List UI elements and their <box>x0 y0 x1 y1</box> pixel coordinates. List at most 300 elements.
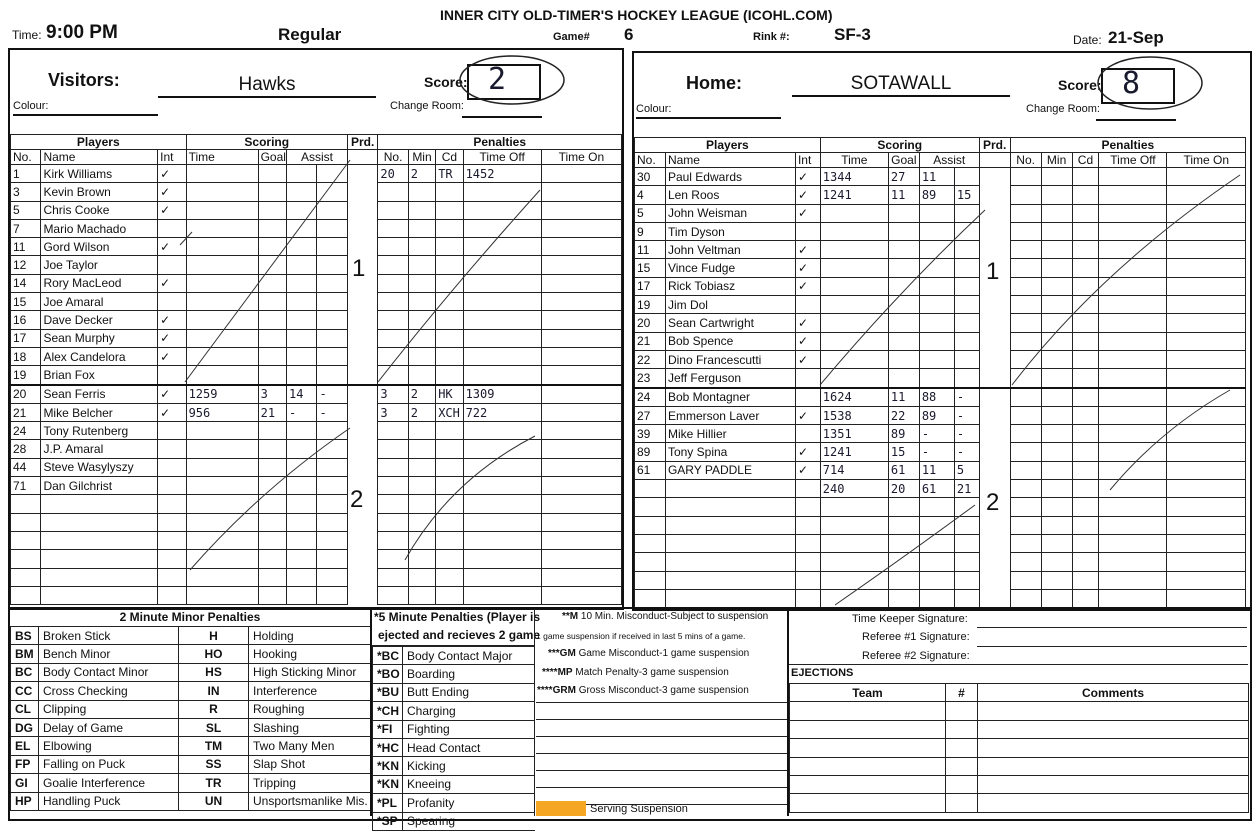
penalty-cd <box>436 366 463 385</box>
penalty-min <box>1041 461 1072 479</box>
penalty-no <box>1010 406 1041 424</box>
penalty-min: 2 <box>408 403 435 421</box>
player-number <box>635 480 666 498</box>
player-int-check: ✓ <box>795 277 820 295</box>
player-row <box>635 369 1246 388</box>
ejection-cell[interactable] <box>946 702 978 720</box>
period-cell <box>347 238 377 256</box>
period-cell <box>347 422 377 440</box>
ejection-row[interactable] <box>790 720 1249 738</box>
ejection-cell[interactable] <box>946 757 978 775</box>
time-label: Time: <box>12 28 42 42</box>
player-int-check: ✓ <box>158 311 186 329</box>
player-int-check: ✓ <box>158 403 186 421</box>
penalty-time-on <box>541 568 621 586</box>
player-number: 27 <box>635 406 666 424</box>
score-assist1: 61 <box>919 480 954 498</box>
ejection-row[interactable] <box>790 794 1249 812</box>
time-keeper-signature-label: Time Keeper Signature: <box>852 613 968 625</box>
period-cell <box>979 516 1010 534</box>
ejection-cell[interactable] <box>790 702 946 720</box>
penalty-cd <box>1072 350 1099 368</box>
score-time <box>186 274 258 292</box>
penalty-time-off <box>463 422 541 440</box>
ejection-cell[interactable] <box>978 739 1249 757</box>
score-goal <box>258 531 286 549</box>
score-assist1 <box>287 458 317 476</box>
penalty-no <box>378 568 408 586</box>
score-assist1 <box>287 366 317 385</box>
penalty-min <box>408 311 435 329</box>
score-assist1 <box>919 516 954 534</box>
major-penalties-table <box>372 646 535 831</box>
penalty-name: Profanity <box>403 794 535 812</box>
player-row <box>11 311 622 329</box>
score-time <box>820 296 888 314</box>
player-number <box>11 495 41 513</box>
penalty-min <box>1041 222 1072 240</box>
score-assist2: 21 <box>954 480 979 498</box>
ejections-number-header: # <box>946 684 978 702</box>
period-cell <box>347 311 377 329</box>
score-time: 1241 <box>820 443 888 461</box>
period-cell <box>979 534 1010 552</box>
player-number <box>11 513 41 531</box>
misconduct-line <box>536 719 787 720</box>
ejection-cell[interactable] <box>946 794 978 812</box>
score-assist2 <box>317 477 347 495</box>
penalty-cd <box>436 440 463 458</box>
penalty-time-on <box>541 201 621 219</box>
player-int-check: ✓ <box>158 201 186 219</box>
score-assist1: 11 <box>919 461 954 479</box>
misconduct-m-text: 10 Min. Misconduct-Subject to suspension <box>580 611 769 622</box>
ejection-cell[interactable] <box>946 739 978 757</box>
ejection-cell[interactable] <box>790 739 946 757</box>
score-assist1: 14 <box>287 385 317 404</box>
player-name: Sean Murphy <box>41 329 158 347</box>
score-goal <box>888 277 919 295</box>
ejection-row[interactable] <box>790 775 1249 793</box>
legend-row <box>373 702 535 720</box>
player-int-check <box>158 586 186 604</box>
major-penalties-title-2: ejected and recieves 2 game <box>378 628 541 642</box>
penalty-name: Spearing <box>403 812 535 830</box>
period-cell <box>979 314 1010 332</box>
score-time <box>186 329 258 347</box>
score-time <box>186 366 258 385</box>
player-int-check <box>795 516 820 534</box>
score-assist1 <box>919 589 954 607</box>
penalty-time-on <box>541 586 621 604</box>
ejection-row[interactable] <box>790 739 1249 757</box>
player-name: J.P. Amaral <box>41 440 158 458</box>
home-colour-line <box>636 117 781 119</box>
score-assist1 <box>287 440 317 458</box>
penalty-no <box>1010 516 1041 534</box>
penalty-time-on <box>541 165 621 183</box>
penalty-min <box>408 422 435 440</box>
ejection-cell[interactable] <box>978 720 1249 738</box>
player-int-check: ✓ <box>158 238 186 256</box>
penalty-time-on <box>1167 241 1246 259</box>
player-number: 44 <box>11 458 41 476</box>
score-assist2 <box>317 165 347 183</box>
score-assist2 <box>317 274 347 292</box>
score-goal <box>888 498 919 516</box>
player-number: 30 <box>635 168 666 186</box>
penalty-min <box>1041 516 1072 534</box>
score-time <box>820 259 888 277</box>
period-cell <box>979 241 1010 259</box>
period-cell <box>979 388 1010 407</box>
penalty-time-on <box>1167 461 1246 479</box>
penalty-code: FP <box>11 755 39 773</box>
ejection-cell[interactable] <box>946 775 978 793</box>
penalty-code: SS <box>179 755 249 773</box>
legend-row <box>373 775 535 793</box>
misconduct-line <box>536 787 787 788</box>
penalty-time-on <box>1167 222 1246 240</box>
penalty-code: *PL <box>373 794 403 812</box>
ejection-cell[interactable] <box>978 757 1249 775</box>
signature-line-1[interactable] <box>977 627 1247 628</box>
ejection-cell[interactable] <box>790 794 946 812</box>
penalty-no: 20 <box>378 165 408 183</box>
penalty-time-on <box>541 403 621 421</box>
player-name: Kevin Brown <box>41 183 158 201</box>
visitors-period-1: 1 <box>352 255 366 282</box>
int-header: Int <box>158 150 186 165</box>
player-int-check: ✓ <box>795 406 820 424</box>
score-time <box>820 571 888 589</box>
player-name: Jeff Ferguson <box>665 369 795 388</box>
ejection-row[interactable] <box>790 702 1249 720</box>
score-time: 956 <box>186 403 258 421</box>
penalty-cd <box>1072 461 1099 479</box>
player-int-check <box>795 589 820 607</box>
penalty-time-on <box>541 513 621 531</box>
player-row <box>635 314 1246 332</box>
score-goal <box>258 311 286 329</box>
assist-header: Assist <box>919 153 979 168</box>
penalty-name: Bench Minor <box>39 645 179 663</box>
player-row <box>635 553 1246 571</box>
player-row <box>635 498 1246 516</box>
penalty-no <box>1010 204 1041 222</box>
player-number: 18 <box>11 347 41 365</box>
player-name: Steve Wasylyszy <box>41 458 158 476</box>
penalty-no <box>1010 553 1041 571</box>
ejection-cell[interactable] <box>978 775 1249 793</box>
player-number: 15 <box>11 293 41 311</box>
score-time: 1241 <box>820 186 888 204</box>
player-row <box>11 550 622 568</box>
penalty-min <box>408 477 435 495</box>
player-name: Brian Fox <box>41 366 158 385</box>
ejection-cell[interactable] <box>790 757 946 775</box>
penalty-time-off <box>463 550 541 568</box>
player-row <box>11 201 622 219</box>
score-assist1 <box>919 498 954 516</box>
player-name: Rick Tobiasz <box>665 277 795 295</box>
penalty-time-on <box>541 531 621 549</box>
penalty-cd <box>436 422 463 440</box>
no-header: No. <box>11 150 41 165</box>
penalty-no <box>378 477 408 495</box>
penalty-name: Tripping <box>249 774 371 792</box>
penalty-cd <box>1072 314 1099 332</box>
legend-row <box>11 718 371 736</box>
penalty-min <box>408 293 435 311</box>
player-number <box>11 568 41 586</box>
player-int-check <box>795 571 820 589</box>
score-assist2: - <box>954 388 979 407</box>
player-name: Sean Cartwright <box>665 314 795 332</box>
player-int-check: ✓ <box>158 274 186 292</box>
penalty-no <box>378 311 408 329</box>
penalty-no <box>1010 241 1041 259</box>
penalty-no <box>1010 498 1041 516</box>
pen-cd-header: Cd <box>436 150 463 165</box>
penalty-cd <box>436 274 463 292</box>
penalty-time-on <box>1167 553 1246 571</box>
player-row <box>11 385 622 404</box>
penalty-time-off: 1309 <box>463 385 541 404</box>
player-row <box>635 332 1246 350</box>
league-title: INNER CITY OLD-TIMER'S HOCKEY LEAGUE (ICOHL.COM) <box>440 7 833 23</box>
player-int-check <box>158 477 186 495</box>
referee2-signature-label: Referee #2 Signature: <box>862 650 970 662</box>
score-time <box>186 477 258 495</box>
penalty-time-off <box>463 568 541 586</box>
penalty-time-off <box>463 256 541 274</box>
penalty-time-off <box>1099 516 1167 534</box>
player-number: 7 <box>11 219 41 237</box>
penalty-no <box>378 458 408 476</box>
penalty-cd <box>1072 443 1099 461</box>
misconduct-line <box>536 702 787 703</box>
period-cell <box>979 443 1010 461</box>
penalty-code: CL <box>11 700 39 718</box>
penalty-name: Cross Checking <box>39 682 179 700</box>
score-goal <box>258 201 286 219</box>
player-row <box>11 274 622 292</box>
player-int-check <box>795 553 820 571</box>
ejection-cell[interactable] <box>978 794 1249 812</box>
player-name: Kirk Williams <box>41 165 158 183</box>
penalty-code: SL <box>179 718 249 736</box>
penalty-time-on <box>541 219 621 237</box>
period-cell <box>979 168 1010 186</box>
penalty-no <box>1010 589 1041 607</box>
player-int-check: ✓ <box>795 332 820 350</box>
penalty-name: Unsportsmanlike Mis. <box>249 792 371 810</box>
rink-label: Rink #: <box>753 31 790 43</box>
penalty-time-on <box>541 238 621 256</box>
player-row <box>11 568 622 586</box>
penalty-time-off <box>1099 571 1167 589</box>
penalty-time-off <box>1099 498 1167 516</box>
ejection-cell[interactable] <box>790 720 946 738</box>
ejection-cell[interactable] <box>790 775 946 793</box>
visitors-game-table <box>10 134 622 605</box>
player-row <box>635 388 1246 407</box>
score-time <box>820 534 888 552</box>
prd-header: Prd. <box>979 138 1010 153</box>
penalty-code: H <box>179 627 249 645</box>
player-row <box>11 238 622 256</box>
score-assist2 <box>317 568 347 586</box>
player-int-check: ✓ <box>795 461 820 479</box>
score-time <box>820 204 888 222</box>
penalty-name: Delay of Game <box>39 718 179 736</box>
signature-line-3[interactable] <box>789 664 1248 665</box>
name-header: Name <box>41 150 158 165</box>
score-assist1 <box>287 329 317 347</box>
misconduct-gm-text: Game Misconduct-1 game suspension <box>578 648 750 659</box>
score-time <box>820 553 888 571</box>
player-number: 89 <box>635 443 666 461</box>
player-name: Tim Dyson <box>665 222 795 240</box>
player-name: Joe Taylor <box>41 256 158 274</box>
player-int-check <box>795 534 820 552</box>
player-number: 39 <box>635 425 666 443</box>
penalty-min <box>1041 589 1072 607</box>
player-int-check <box>158 513 186 531</box>
score-goal <box>258 329 286 347</box>
penalty-cd <box>1072 168 1099 186</box>
penalty-no <box>378 201 408 219</box>
score-assist1 <box>919 314 954 332</box>
score-assist1 <box>919 277 954 295</box>
player-int-check <box>158 440 186 458</box>
int-header: Int <box>795 153 820 168</box>
goal-header: Goal <box>258 150 286 165</box>
penalty-no <box>1010 350 1041 368</box>
player-number: 28 <box>11 440 41 458</box>
score-assist1 <box>287 165 317 183</box>
score-assist2 <box>317 329 347 347</box>
score-assist2: 5 <box>954 461 979 479</box>
penalty-cd <box>1072 480 1099 498</box>
player-int-check <box>158 256 186 274</box>
player-name: GARY PADDLE <box>665 461 795 479</box>
player-row <box>11 531 622 549</box>
player-name <box>665 589 795 607</box>
penalty-cd <box>1072 277 1099 295</box>
score-assist1 <box>287 422 317 440</box>
penalty-time-on <box>541 274 621 292</box>
score-assist2 <box>954 296 979 314</box>
score-assist1: - <box>919 425 954 443</box>
player-int-check <box>158 531 186 549</box>
score-assist1 <box>919 241 954 259</box>
score-time <box>186 183 258 201</box>
penalty-cd <box>436 586 463 604</box>
score-goal <box>888 204 919 222</box>
penalty-code: EL <box>11 737 39 755</box>
score-goal: 11 <box>888 186 919 204</box>
score-assist2 <box>954 204 979 222</box>
penalty-cd <box>1072 425 1099 443</box>
player-name: Alex Candelora <box>41 347 158 365</box>
visitors-score: 2 <box>488 62 507 97</box>
penalty-no <box>1010 443 1041 461</box>
penalty-code: BC <box>11 663 39 681</box>
ejection-row[interactable] <box>790 757 1249 775</box>
player-row <box>635 186 1246 204</box>
minor-penalties-table <box>10 626 371 811</box>
score-assist2 <box>317 201 347 219</box>
penalty-no <box>378 550 408 568</box>
penalty-cd <box>436 238 463 256</box>
legend-row <box>11 774 371 792</box>
player-name: Gord Wilson <box>41 238 158 256</box>
ejection-cell[interactable] <box>946 720 978 738</box>
player-row <box>635 589 1246 607</box>
player-row <box>11 219 622 237</box>
signature-line-2[interactable] <box>977 646 1247 647</box>
player-int-check: ✓ <box>795 168 820 186</box>
home-score: 8 <box>1122 66 1141 101</box>
misconduct-grm <box>537 685 749 696</box>
player-row <box>635 425 1246 443</box>
period-cell <box>347 550 377 568</box>
penalty-min <box>408 366 435 385</box>
score-assist2 <box>317 550 347 568</box>
penalty-cd: XCH <box>436 403 463 421</box>
penalty-name: Broken Stick <box>39 627 179 645</box>
prd-sub-header <box>979 153 1010 168</box>
assist-header: Assist <box>287 150 348 165</box>
score-assist1 <box>919 571 954 589</box>
legend-row <box>11 755 371 773</box>
player-name: Paul Edwards <box>665 168 795 186</box>
penalty-time-on <box>1167 571 1246 589</box>
player-row <box>635 534 1246 552</box>
score-time <box>186 165 258 183</box>
score-time <box>186 256 258 274</box>
legend-row <box>11 737 371 755</box>
penalty-no <box>378 329 408 347</box>
pen-min-header: Min <box>1041 153 1072 168</box>
score-assist1 <box>919 553 954 571</box>
penalty-time-off <box>1099 259 1167 277</box>
score-assist1 <box>287 238 317 256</box>
penalty-time-off <box>1099 553 1167 571</box>
penalty-min <box>1041 553 1072 571</box>
penalty-code: *FI <box>373 720 403 738</box>
player-int-check: ✓ <box>795 241 820 259</box>
visitors-score-label: Score: <box>424 74 468 90</box>
penalty-code: HS <box>179 663 249 681</box>
penalty-time-off <box>1099 204 1167 222</box>
referee1-signature-label: Referee #1 Signature: <box>862 631 970 643</box>
ejection-cell[interactable] <box>978 702 1249 720</box>
period-cell <box>979 186 1010 204</box>
score-assist1 <box>287 347 317 365</box>
legend-row <box>11 792 371 810</box>
penalty-code: DG <box>11 718 39 736</box>
penalty-time-off <box>463 347 541 365</box>
legend-row <box>11 627 371 645</box>
score-time: 1259 <box>186 385 258 404</box>
score-assist2 <box>954 498 979 516</box>
penalty-no <box>1010 168 1041 186</box>
score-time <box>186 311 258 329</box>
score-assist2 <box>954 222 979 240</box>
